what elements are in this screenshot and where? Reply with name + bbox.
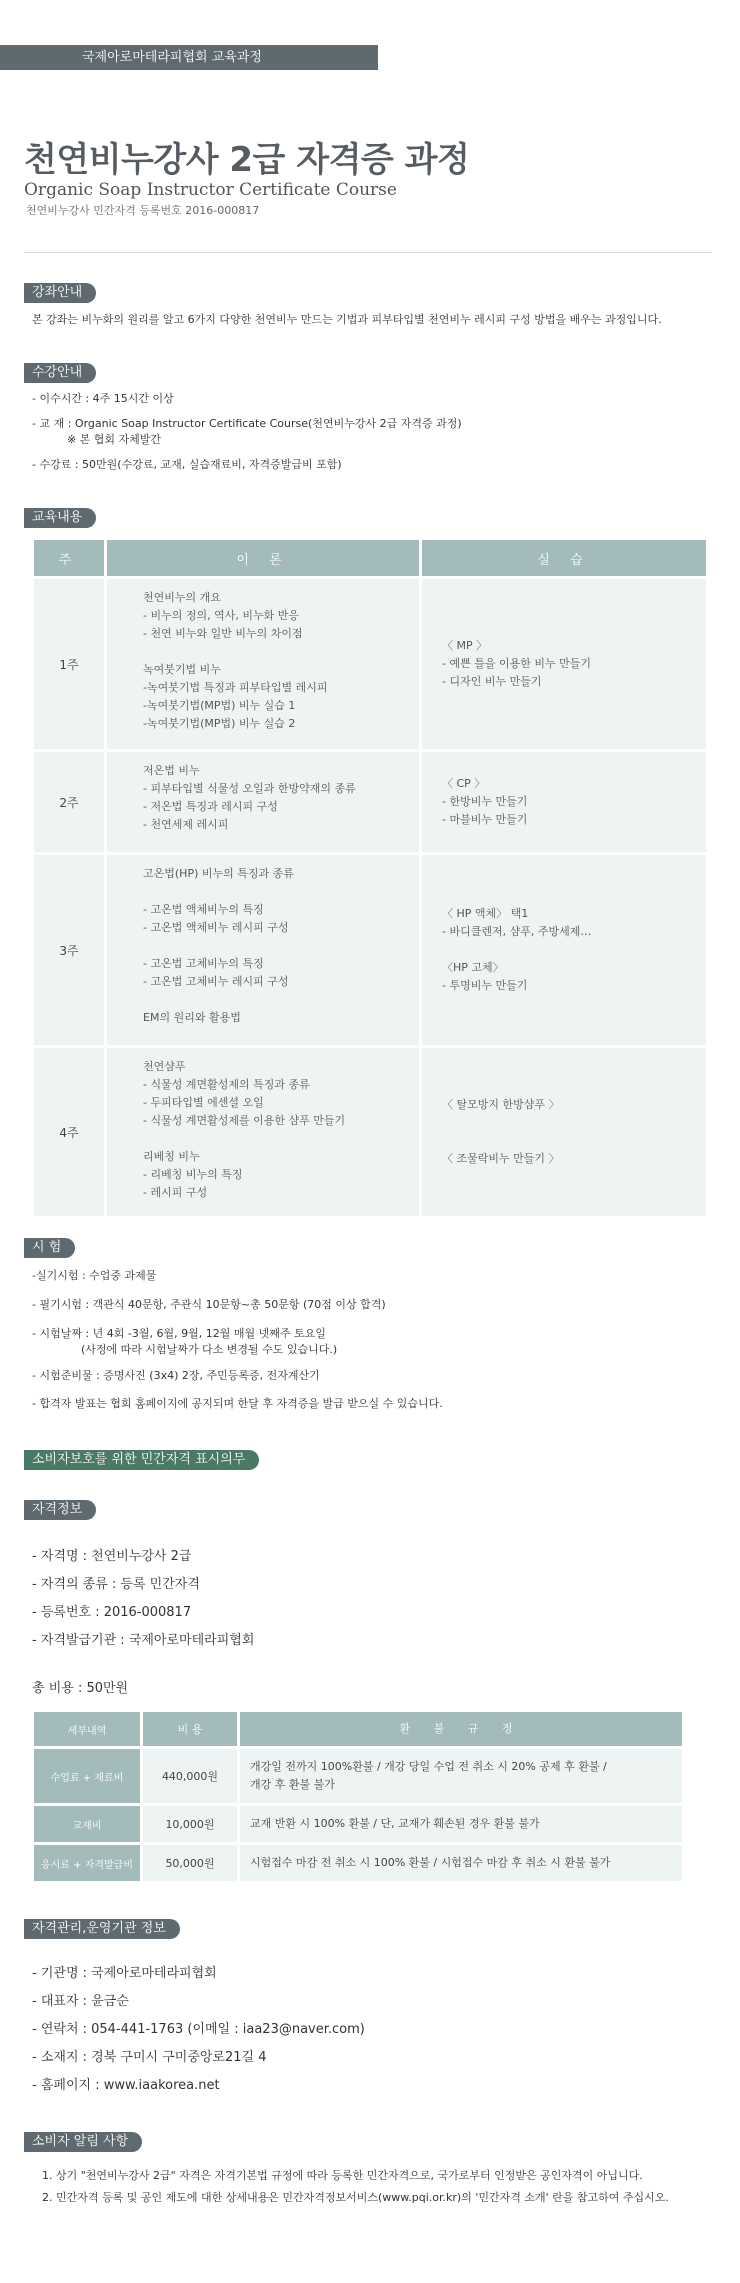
fee-refund — [240, 1749, 682, 1803]
theory-line: 저온법 비누 — [143, 764, 200, 777]
curriculum-row — [34, 855, 706, 1045]
theory-line: -녹여붓기법 특징과 피부타입별 레시피 — [143, 681, 328, 694]
exam-result: - 합격자 발표는 협회 홈페이지에 공지되며 한달 후 자격증을 발급 받으실 수 있습니다. — [32, 1397, 443, 1410]
theory-line: - 고온법 액체비누의 특징 — [143, 903, 264, 916]
fee-cost: 440,000원 — [143, 1749, 237, 1803]
enroll-fee: - 수강료 : 50만원(수강료, 교재, 실습재료비, 자격증발급비 포함) — [32, 458, 342, 471]
section-label-notice: 소비자 알림 사항 — [24, 2132, 142, 2152]
practice-line: 〈 탈모방지 한방샴푸 〉 — [442, 1098, 560, 1111]
refund-line: 시험접수 마감 전 취소 시 100% 환불 / 시험접수 마감 후 취소 시 환불 불가 — [250, 1856, 611, 1869]
curriculum-row — [34, 579, 706, 749]
fee-item: 수업료 + 재료비 — [34, 1749, 140, 1803]
notice-item-1: 1. 상기 "천연비누강사 2급" 자격은 자격기본법 규정에 따라 등록한 민간자격으로, 국가로부터 인정받은 공인자격이 아닙니다. — [42, 2169, 643, 2182]
refund-line: 개강 후 환불 불가 — [250, 1778, 335, 1791]
theory-line: - 저온법 특징과 레시피 구성 — [143, 800, 278, 813]
theory-line: - 피부타입별 식물성 오일과 한방약재의 종류 — [143, 782, 356, 795]
exam-materials: - 시험준비물 : 증명사진 (3x4) 2장, 주민등록증, 전자계산기 — [32, 1369, 320, 1382]
theory-line: 리베칭 비누 — [143, 1150, 200, 1163]
theory-line: -녹여붓기법(MP법) 비누 실습 2 — [143, 717, 296, 730]
qual-name: - 자격명 : 천연비누강사 2급 — [32, 1549, 192, 1564]
registration-number: 천연비누강사 민간자격 등록번호 2016-000817 — [26, 204, 260, 217]
fee-cost: 50,000원 — [143, 1845, 237, 1881]
practice-line: - 투명비누 만들기 — [442, 979, 528, 992]
fee-header-cost: 비 용 — [143, 1712, 237, 1746]
fee-row — [34, 1806, 682, 1842]
practice-line: - 디자인 비누 만들기 — [442, 675, 542, 688]
theory-line — [143, 937, 419, 955]
practice-line: - 예쁜 틀을 이용한 비누 만들기 — [442, 657, 591, 670]
intro-text: 본 강좌는 비누화의 원리를 알고 6가지 다양한 천연비누 만드는 기법과 피부타입별 천연비누 레시피 구성 방법을 배우는 과정입니다. — [32, 313, 662, 326]
theory-line — [143, 991, 419, 1009]
refund-line: 교재 반환 시 100% 환불 / 단, 교재가 훼손된 경우 환불 불가 — [250, 1817, 540, 1830]
divider — [24, 252, 712, 253]
curriculum-practice — [422, 855, 706, 1045]
practice-line — [442, 1132, 706, 1150]
practice-line: - 마블비누 만들기 — [442, 813, 528, 826]
fee-refund — [240, 1845, 682, 1881]
practice-line: 〈 CP 〉 — [442, 777, 486, 790]
curriculum-row — [34, 752, 706, 852]
curriculum-theory — [107, 855, 419, 1045]
header-week: 주 — [34, 540, 104, 576]
practice-line — [442, 1114, 706, 1132]
mgmt-org: - 기관명 : 국제아로마테라피협회 — [32, 1966, 217, 1981]
theory-line: - 레시피 구성 — [143, 1186, 208, 1199]
section-label-intro: 강좌안내 — [24, 283, 96, 303]
fee-cost: 10,000원 — [143, 1806, 237, 1842]
curriculum-week: 1주 — [34, 579, 104, 749]
curriculum-week: 2주 — [34, 752, 104, 852]
page-title: 천연비누강사 2급 자격증 과정 — [24, 140, 470, 180]
exam-practical: -실기시험 : 수업중 과제물 — [32, 1269, 157, 1282]
curriculum-practice — [422, 752, 706, 852]
fee-table — [34, 1712, 682, 1884]
theory-line: - 두피타입별 에센셜 오일 — [143, 1096, 264, 1109]
exam-dates-note: (사정에 따라 시험날짜가 다소 변경될 수도 있습니다.) — [32, 1343, 338, 1356]
theory-line — [143, 883, 419, 901]
fee-refund — [240, 1806, 682, 1842]
fee-row — [34, 1845, 682, 1881]
curriculum-theory — [107, 579, 419, 749]
fee-item: 교재비 — [34, 1806, 140, 1842]
header-theory: 이 론 — [107, 540, 419, 576]
qual-type: - 자격의 종류 : 등록 민간자격 — [32, 1577, 200, 1592]
mgmt-rep: - 대표자 : 윤금순 — [32, 1994, 129, 2009]
practice-line: - 바디클렌저, 샴푸, 주방세제… — [442, 925, 592, 938]
curriculum-header-row — [34, 540, 706, 576]
theory-line: EM의 원리와 활용법 — [143, 1011, 241, 1024]
section-label-consumer-protection: 소비자보호를 위한 민간자격 표시의무 — [24, 1450, 259, 1470]
total-cost: 총 비용 : 50만원 — [32, 1681, 129, 1696]
theory-line: 고온법(HP) 비누의 특징과 종류 — [143, 867, 294, 880]
practice-line: 〈 HP 액체〉 택1 — [442, 907, 529, 920]
theory-line: - 고온법 고체비누의 특징 — [143, 957, 264, 970]
fee-header-row — [34, 1712, 682, 1746]
theory-line: - 비누의 정의, 역사, 비누화 반응 — [143, 609, 299, 622]
notice-item-2: 2. 민간자격 등록 및 공인 제도에 대한 상세내용은 민간자격정보서비스(www.pqi.or.kr)의 '민간자격 소개' 란을 참고하여 주십시오. — [42, 2191, 669, 2204]
exam-written: - 필기시험 : 객관식 40문항, 주관식 10문항~총 50문항 (70점 이상 합격) — [32, 1298, 386, 1311]
section-label-management: 자격관리,운영기관 정보 — [24, 1919, 180, 1939]
theory-line: - 식물성 계면활성제를 이용한 샴푸 만들기 — [143, 1114, 346, 1127]
mgmt-contact: - 연락처 : 054-441-1763 (이메일 : iaa23@naver.com) — [32, 2022, 365, 2037]
refund-line: 개강일 전까지 100%환불 / 개강 당일 수업 전 취소 시 20% 공제 후 환불 / — [250, 1760, 607, 1773]
theory-line — [143, 1130, 419, 1148]
qual-reg-number: - 등록번호 : 2016-000817 — [32, 1605, 192, 1620]
theory-line — [143, 643, 419, 661]
theory-line: 천연비누의 개요 — [143, 591, 221, 604]
course-banner: 국제아로마테라피협회 교육과정 — [0, 45, 378, 70]
practice-line — [442, 941, 706, 959]
theory-line: - 고온법 액체비누 레시피 구성 — [143, 921, 289, 934]
theory-line: 녹여붓기법 비누 — [143, 663, 221, 676]
curriculum-week: 3주 — [34, 855, 104, 1045]
curriculum-week: 4주 — [34, 1048, 104, 1216]
practice-line: 〈HP 고체〉 — [442, 961, 504, 974]
curriculum-practice — [422, 579, 706, 749]
theory-line: - 식물성 계면활성제의 특징과 종류 — [143, 1078, 310, 1091]
practice-line: - 한방비누 만들기 — [442, 795, 528, 808]
theory-line: - 고온법 고체비누 레시피 구성 — [143, 975, 289, 988]
curriculum-theory — [107, 1048, 419, 1216]
practice-line: 〈 MP 〉 — [442, 639, 488, 652]
fee-item: 응시료 + 자격발급비 — [34, 1845, 140, 1881]
theory-line: - 천연세제 레시피 — [143, 818, 229, 831]
enroll-textbook-note: ※ 본 협회 자체발간 — [32, 433, 162, 446]
mgmt-address: - 소재지 : 경북 구미시 구미중앙로21길 4 — [32, 2050, 267, 2065]
curriculum-practice — [422, 1048, 706, 1216]
page-subtitle: Organic Soap Instructor Certificate Course — [24, 180, 397, 200]
section-label-exam: 시 험 — [24, 1238, 75, 1258]
qual-issuer: - 자격발급기관 : 국제아로마테라피협회 — [32, 1633, 255, 1648]
theory-line: - 천연 비누와 일반 비누의 차이점 — [143, 627, 303, 640]
enroll-textbook: - 교 재 : Organic Soap Instructor Certificate Course(천연비누강사 2급 자격증 과정) — [32, 417, 462, 430]
exam-dates: - 시험날짜 : 년 4회 -3월, 6월, 9월, 12월 매월 넷째주 토요일 — [32, 1327, 326, 1340]
practice-line: 〈 조물락비누 만들기 〉 — [442, 1152, 560, 1165]
fee-row — [34, 1749, 682, 1803]
section-label-enroll: 수강안내 — [24, 363, 96, 383]
fee-header-item: 세부내역 — [34, 1712, 140, 1746]
curriculum-table — [34, 540, 706, 1216]
header-practice: 실 습 — [422, 540, 706, 576]
theory-line: -녹여붓기법(MP법) 비누 실습 1 — [143, 699, 296, 712]
curriculum-row — [34, 1048, 706, 1216]
fee-header-refund: 환 불 규 정 — [240, 1712, 682, 1746]
theory-line: - 리베칭 비누의 특징 — [143, 1168, 243, 1181]
mgmt-homepage: - 홈페이지 : www.iaakorea.net — [32, 2078, 220, 2093]
enroll-hours: - 이수시간 : 4주 15시간 이상 — [32, 392, 174, 405]
section-label-curriculum: 교육내용 — [24, 508, 96, 528]
section-label-qualification: 자격정보 — [24, 1500, 96, 1520]
theory-line: 천연샴푸 — [143, 1060, 186, 1073]
curriculum-theory — [107, 752, 419, 852]
